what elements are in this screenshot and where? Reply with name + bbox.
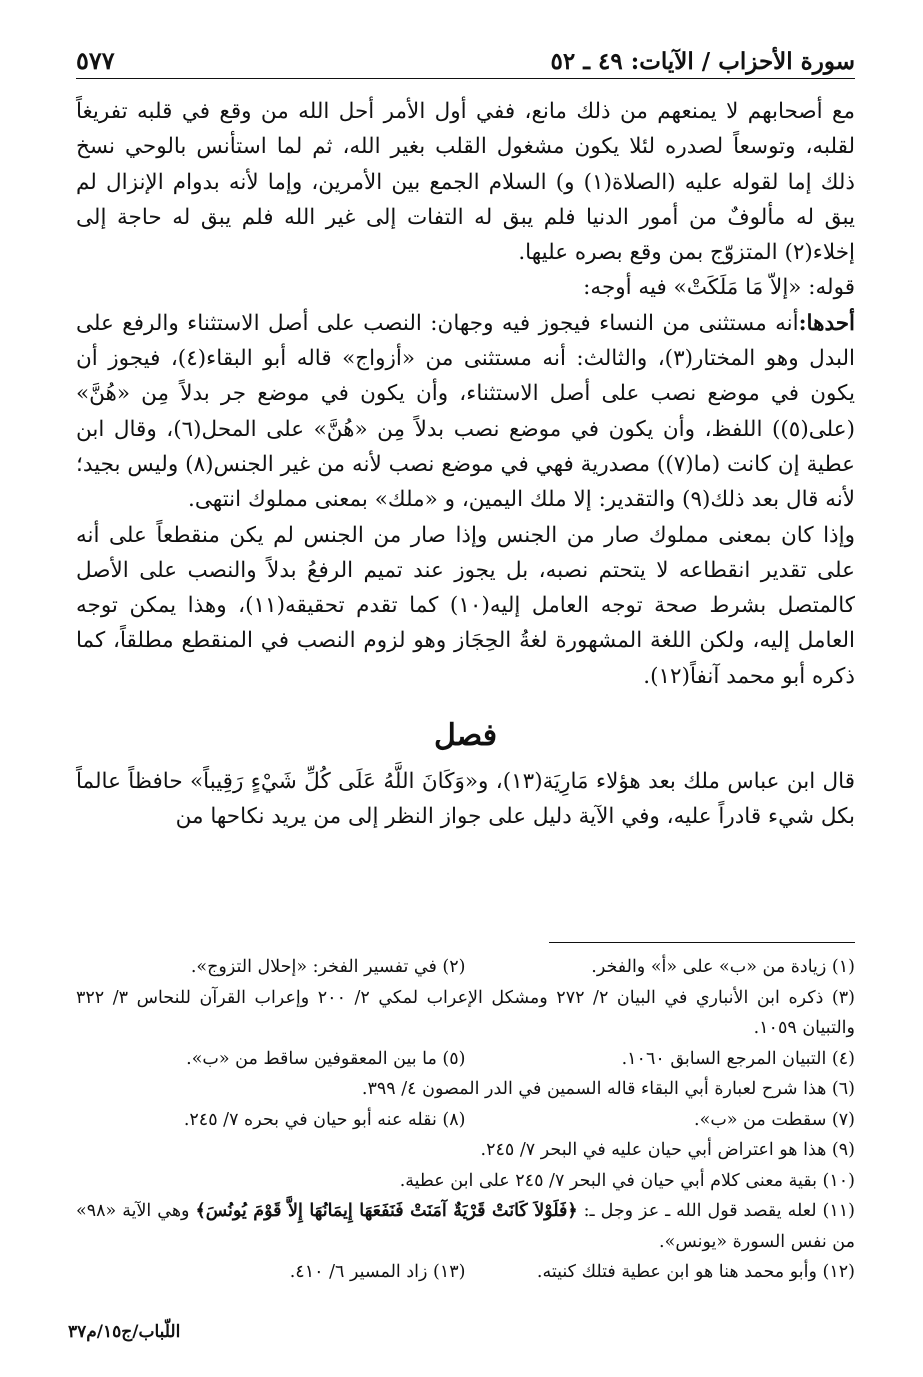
running-title: سورة الأحزاب / الآيات: ٤٩ ـ ٥٢ (550, 48, 855, 75)
paragraph: قوله: «إلاّ مَا مَلَكَتْ» فيه أوجه: (583, 275, 855, 301)
footnote-text: وهي الآية «٩٨» من نفس السورة «يونس». (76, 1201, 855, 1252)
paragraph (76, 306, 855, 518)
running-header (76, 44, 855, 79)
footnotes (76, 952, 855, 1288)
footnote: (٩) هذا هو اعتراض أبي حيان عليه في البحر ٧/ ٢٤٥. (480, 1140, 855, 1160)
page-number: ٥٧٧ (76, 46, 115, 75)
footnote: (١) زيادة من «ب» على «أ» والفخر. (591, 957, 855, 977)
footnote: (٢) في تفسير الفخر: «إحلال التزوج». (190, 957, 466, 977)
footnote-row (76, 1044, 855, 1075)
footnote: (١٠) بقية معنى كلام أبي حيان في البحر ٧/ ٢٤٥ على ابن عطية. (399, 1170, 855, 1191)
paragraph-lead: أحدها: (798, 310, 855, 336)
footnote-text: (١١) لعله يقصد قول الله ـ عز وجل ـ: (583, 1201, 855, 1221)
paragraph-text: أنه مستثنى من النساء فيجوز فيه وجهان: النصب على أصل الاستثناء والرفع على البدل وهو المختار(٣)، والثالث: أنه مستثنى من «أزواج» قاله أبو البقاء(٤)، فيجوز أن يكون في موضع نصب على أصل الاستثناء، وأن يكون في موضع جر بدلاً مِن «هُنَّ» (على(٥)) اللفظ، وأن يكون في موضع نصب بدلاً مِن «هُنَّ» على المحل(٦)، وقال ابن عطية إن كانت (ما(٧)) مصدرية فهي في موضع نصب لأنه من غير الجنس(٨) وليس بجيد؛ لأنه قال بعد ذلك(٩) والتقدير: إلا ملك اليمين، و «ملك» بمعنى مملوك انتهى. (76, 310, 855, 513)
main-text (76, 94, 855, 835)
footnote: (٦) هذا شرح لعبارة أبي البقاء قاله السمين في الدر المصون ٤/ ٣٩٩. (361, 1079, 855, 1099)
footnote-row (76, 1105, 855, 1136)
footnote: (١٢) وأبو محمد هنا هو ابن عطية فتلك كنيته. (536, 1262, 855, 1282)
footnote-separator (549, 942, 855, 943)
footnote: (٣) ذكره ابن الأنباري في البيان ٢/ ٢٧٢ ومشكل الإعراب لمكي ٢/ ٢٠٠ وإعراب القرآن للنحاس ٣/ ٣٢٢ والتبيان ١٠٥٩. (76, 987, 855, 1038)
paragraph: مع أصحابهم لا يمنعهم من ذلك مانع، ففي أول الأمر أحل الله من وقع في قلبه تفريغاً لقلبه، وتوسعاً لصدره لئلا يكون مشغول القلب بغير الله، ثم لما استأنس بالوحي نسخ ذلك إما لقوله عليه (الصلاة(١) و) السلام الجمع بين الأمرين، وإما لأنه بدوام الإنزال لم يبق له مألوفٌ من أمور الدنيا فلم يبق له التفات إلى غير الله فلم يبق له حاجة إلى إخلاء(٢) المتزوّج بمن وقع بصره عليها. (76, 99, 856, 266)
paragraph: وإذا كان بمعنى مملوك صار من الجنس وإذا صار من الجنس لم يكن منقطعاً على أنه على تقدير انقطاعه لا يتحتم نصبه، بل يجوز عند تميم الرفعُ بدلاً والنصب على الأصل كالمتصل بشرط صحة توجه العامل إليه(١٠) كما تقدم تحقيقه(١١)، وهذا يمكن توجه العامل إليه، ولكن اللغة المشهورة لغةُ الحِجَاز وهو لزوم النصب في المنقطع مطلقاً، كما ذكره أبو محمد آنفاً(١٢). (76, 522, 855, 689)
footnote: (٥) ما بين المعقوفين ساقط من «ب». (186, 1048, 466, 1069)
volume-signature: اللّباب/ج١٥/م٣٧ (68, 1322, 181, 1342)
paragraph: قال ابن عباس ملك بعد هؤلاء مَارِيَة(١٣)، و«وَكَانَ اللَّهُ عَلَى كُلِّ شَيْءٍ رَقِيباً» حافظاً عالماً بكل شيء قادراً عليه، وفي الآية دليل على جواز النظر إلى من يريد نكاحها من (76, 769, 856, 830)
footnote: (٧) سقطت من «ب». (694, 1109, 855, 1130)
footnote: (٨) نقله عنه أبو حيان في بحره ٧/ ٢٤٥. (183, 1109, 466, 1130)
section-heading: فصل (433, 718, 498, 754)
footnote-row (76, 1257, 855, 1288)
footnote: (٤) التبيان المرجع السابق ١٠٦٠. (621, 1048, 855, 1069)
footnote-row (76, 952, 855, 983)
footnote: (١٣) زاد المسير ٦/ ٤١٠. (289, 1262, 466, 1282)
quran-verse: ﴿فَلَوْلاَ كَانَتْ قَرْيَةٌ آمَنَتْ فَنَفَعَهَا إِيمَانُهَا إِلاَّ قَوْمَ يُونُسَ﴾ (195, 1201, 578, 1221)
footnote (76, 1196, 855, 1257)
